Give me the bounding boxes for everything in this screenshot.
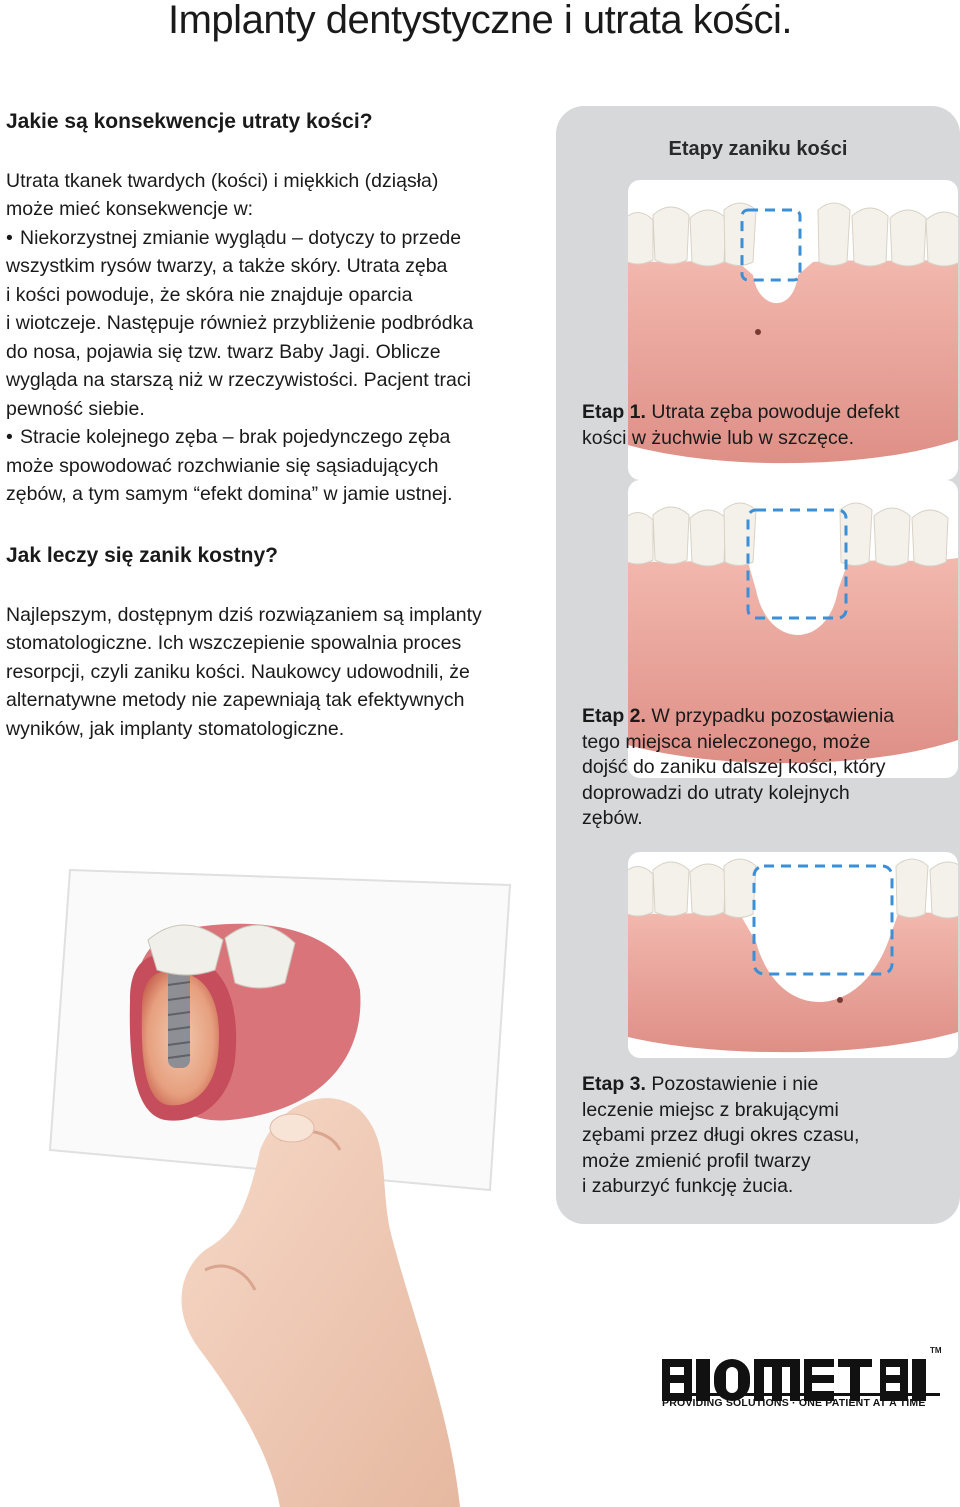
caption-line: i zaburzyć funkcję żucia. bbox=[582, 1175, 794, 1197]
caption-line: kości w żuchwie lub w szczęce. bbox=[582, 426, 855, 449]
tooth-icon bbox=[225, 925, 295, 988]
bullet-icon: • bbox=[6, 426, 13, 448]
caption-line: może zmienić profil twarzy bbox=[582, 1149, 811, 1172]
section-heading-treatment: Jak leczy się zanik kostny? bbox=[6, 544, 278, 567]
body-line: Najlepszym, dostępnym dziś rozwiązaniem są implanty bbox=[6, 603, 482, 626]
caption-line: tego miejsca nieleczonego, może bbox=[582, 730, 871, 753]
stage-3-caption bbox=[582, 1072, 859, 1200]
consequences-list bbox=[6, 224, 541, 509]
list-item bbox=[6, 224, 541, 424]
intro-line: może mieć konsekwencje w: bbox=[6, 198, 254, 220]
bone-loss-stages-panel bbox=[556, 106, 960, 1224]
logo-tagline: PROVIDING SOLUTIONS · ONE PATIENT AT A TIME bbox=[662, 1393, 940, 1409]
stage-label: Etap 2. bbox=[582, 705, 646, 727]
caption-line: doprowadzi do utraty kolejnych bbox=[582, 781, 850, 804]
caption-line: zębami przez długi okres czasu, bbox=[582, 1124, 860, 1146]
stage-1-caption bbox=[582, 400, 900, 451]
list-item-line: może spowodować rozchwianie się sąsiadujących bbox=[6, 454, 439, 477]
body-line: resorpcji, czyli zaniku kości. Naukowcy udowodnili, że bbox=[6, 660, 470, 683]
caption-line: W przypadku pozostawienia bbox=[645, 705, 895, 727]
caption-line: Utrata zęba powoduje defekt bbox=[645, 401, 900, 423]
body-line: wyników, jak implanty stomatologiczne. bbox=[6, 717, 345, 740]
page-title: Implanty dentystyczne i utrata kości. bbox=[168, 0, 792, 42]
body-line: alternatywne metody nie zapewniają tak efektywnych bbox=[6, 689, 465, 711]
list-item-line: wszystkim rysów twarzy, a także skóry. Utrata zęba bbox=[6, 255, 448, 277]
section-heading-consequences: Jakie są konsekwencje utraty kości? bbox=[6, 110, 373, 133]
implant-card-photo bbox=[30, 850, 550, 1507]
thumbnail bbox=[270, 1114, 314, 1142]
stage-2-caption bbox=[582, 704, 894, 832]
list-item-line: pewność siebie. bbox=[6, 397, 145, 420]
list-item-line: wygląda na starszą niż w rzeczywistości. Pacjent traci bbox=[6, 369, 471, 391]
intro-line: Utrata tkanek twardych (kości) i miękkich (dziąsła) bbox=[6, 169, 439, 192]
list-item-line: i kości powoduje, że skóra nie znajduje oparcia bbox=[6, 283, 413, 306]
caption-line: leczenie miejsc z brakującymi bbox=[582, 1098, 839, 1121]
body-line: stomatologiczne. Ich wszczepienie spowalnia proces bbox=[6, 632, 462, 654]
caption-line: zębów. bbox=[582, 807, 643, 829]
bullet-icon: • bbox=[6, 226, 13, 249]
stage-label: Etap 3. bbox=[582, 1073, 646, 1095]
list-item-line: Niekorzystnej zmianie wyglądu – dotyczy to przede bbox=[20, 226, 462, 249]
list-item bbox=[6, 423, 541, 509]
section-treatment bbox=[6, 542, 541, 743]
list-item-line: zębów, a tym samym “efekt domina” w jamie ustnej. bbox=[6, 483, 453, 505]
section-consequences bbox=[6, 108, 541, 509]
trademark: TM bbox=[930, 1346, 942, 1355]
crown-icon bbox=[148, 925, 223, 975]
caption-line: Pozostawienie i nie bbox=[645, 1073, 819, 1095]
list-item-line: do nosa, pojawia się tzw. twarz Baby Jagi. Oblicze bbox=[6, 340, 441, 363]
stage-label: Etap 1. bbox=[582, 401, 646, 423]
stage-3-illustration bbox=[628, 852, 958, 1058]
panel-title: Etapy zaniku kości bbox=[668, 138, 848, 160]
caption-line: dojść do zaniku dalszej kości, który bbox=[582, 756, 886, 778]
list-item-line: i wiotczeje. Następuje również przybliżenie podbródka bbox=[6, 312, 474, 334]
list-item-line: Stracie kolejnego zęba – brak pojedynczego zęba bbox=[20, 426, 451, 448]
